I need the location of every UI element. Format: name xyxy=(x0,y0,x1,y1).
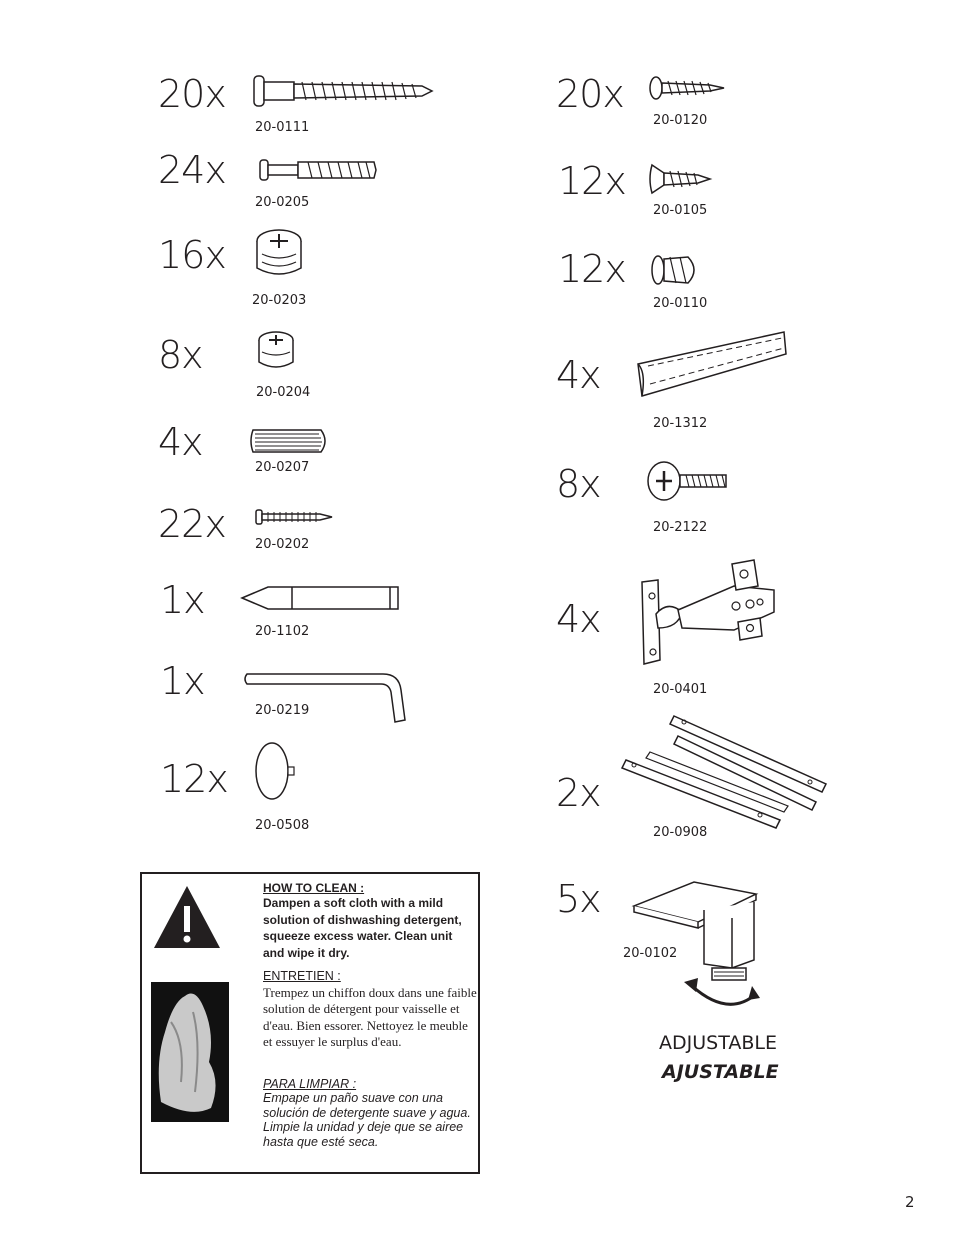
part-code: 20-0207 xyxy=(255,460,310,475)
part-code: 20-0105 xyxy=(653,203,708,218)
machine-bolt-icon xyxy=(646,460,730,502)
part-code: 20-0203 xyxy=(252,293,307,308)
drywall-anchor-icon xyxy=(650,253,702,287)
cam-lock-icon xyxy=(254,228,304,280)
clean-body-fr: Trempez un chiffon doux dans une faible solution de détergent pour vaisselle et d'eau. Bien essorer. Nettoyez le meuble et essuyer le surplus d'eau. xyxy=(263,985,477,1049)
quantity-label: 4x xyxy=(158,420,203,464)
quantity-label: 22x xyxy=(158,502,226,546)
part-code: 20-0120 xyxy=(653,113,708,128)
quantity-label: 4x xyxy=(556,597,601,641)
clean-heading-fr: ENTRETIEN : xyxy=(263,969,341,983)
quantity-label: 20x xyxy=(158,72,226,116)
quantity-label: 4x xyxy=(556,353,601,397)
part-code: 20-0102 xyxy=(623,946,678,961)
quantity-label: 2x xyxy=(556,771,601,815)
cap-cover-icon xyxy=(254,741,298,803)
adjustable-label: ADJUSTABLE xyxy=(659,1032,777,1054)
part-code: 20-0205 xyxy=(255,195,310,210)
clean-heading-en: HOW TO CLEAN : xyxy=(263,881,365,895)
part-code: 20-0401 xyxy=(653,682,708,697)
small-cam-lock-icon xyxy=(256,330,296,372)
part-code: 20-0508 xyxy=(255,818,310,833)
allen-key-icon xyxy=(243,670,408,728)
part-code: 20-2122 xyxy=(653,520,708,535)
part-code: 20-0908 xyxy=(653,825,708,840)
quantity-label: 5x xyxy=(556,877,601,921)
connector-bolt-icon xyxy=(258,157,380,183)
quantity-label: 16x xyxy=(158,233,226,277)
cleaning-instructions-box xyxy=(140,872,480,1174)
cabinet-hinge-icon xyxy=(638,556,778,666)
quantity-label: 8x xyxy=(158,333,203,377)
short-screw-icon xyxy=(648,75,726,101)
part-code: 20-0111 xyxy=(255,120,310,135)
cam-bolt-icon xyxy=(252,74,437,110)
drawer-slide-icon xyxy=(620,712,830,832)
flat-head-screw-icon xyxy=(648,163,712,195)
quantity-label: 20x xyxy=(556,72,624,116)
warning-icon xyxy=(152,884,222,950)
quantity-label: 8x xyxy=(556,462,601,506)
wood-dowel-icon xyxy=(249,428,331,454)
quantity-label: 12x xyxy=(160,757,228,801)
long-screw-icon xyxy=(254,508,334,526)
part-code: 20-0219 xyxy=(255,703,310,718)
clean-body-es: Empape un paño suave con una solución de detergente suave y agua. Limpie la unidad y deje que se airee hasta que esté seca. xyxy=(263,1091,471,1149)
part-code: 20-0204 xyxy=(256,385,311,400)
clean-body-en: Dampen a soft cloth with a mild solution of dishwashing detergent, squeeze excess water. Clean unit and wipe it dry. xyxy=(263,896,462,960)
adjustable-label-fr: AJUSTABLE xyxy=(662,1061,779,1083)
hanging-rail-icon xyxy=(634,328,790,400)
part-code: 20-1102 xyxy=(255,624,310,639)
part-code: 20-1312 xyxy=(653,416,708,431)
cloth-image xyxy=(151,982,229,1122)
clean-heading-es: PARA LIMPIAR : xyxy=(263,1077,357,1091)
quantity-label: 12x xyxy=(558,159,626,203)
part-code: 20-0202 xyxy=(255,537,310,552)
tool-punch-icon xyxy=(240,585,402,613)
quantity-label: 12x xyxy=(558,247,626,291)
quantity-label: 1x xyxy=(160,659,205,703)
part-code: 20-0110 xyxy=(653,296,708,311)
quantity-label: 24x xyxy=(158,148,226,192)
page-number: 2 xyxy=(905,1193,915,1211)
quantity-label: 1x xyxy=(160,578,205,622)
